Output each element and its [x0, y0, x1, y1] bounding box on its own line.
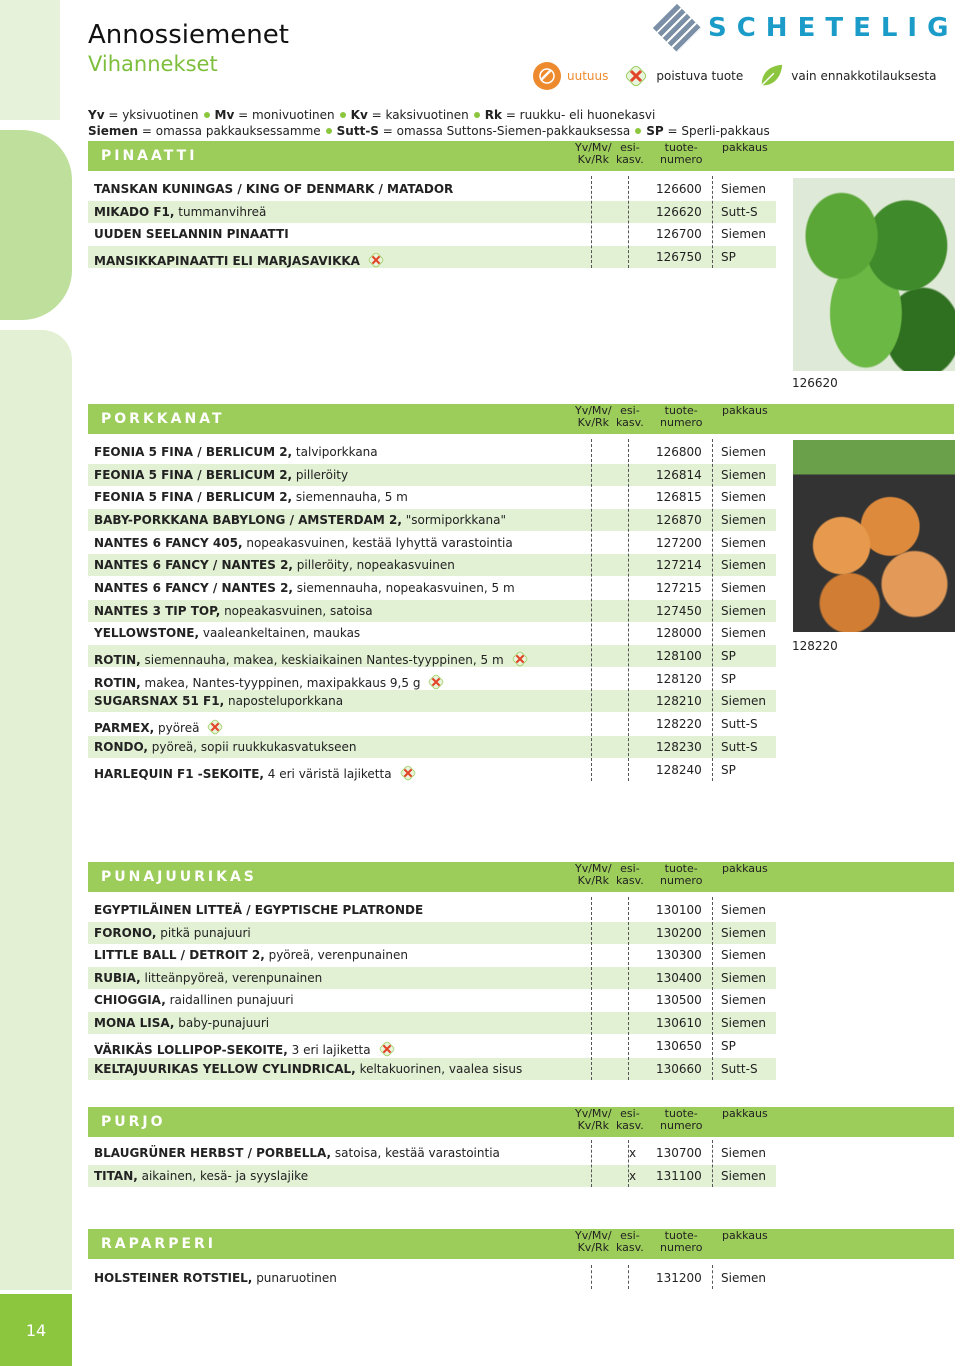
- col-product-number: tuote- numero: [660, 141, 703, 166]
- abbr-value: = kaksivuotinen: [367, 108, 469, 122]
- product-description: [94, 250, 386, 273]
- product-name: TITAN,: [94, 1169, 138, 1183]
- column-divider: [628, 1140, 629, 1187]
- product-name: NANTES 6 FANCY 405,: [94, 536, 243, 550]
- col-product-number: tuote- numero: [660, 862, 703, 887]
- product-name: BABY-PORKKANA BABYLONG / AMSTERDAM 2,: [94, 513, 402, 527]
- product-row: [88, 201, 776, 223]
- abbr-value: = Sperli-pakkaus: [663, 124, 770, 138]
- carrot-caption: 128220: [792, 639, 838, 653]
- product-details: naposteluporkkana: [224, 694, 344, 708]
- product-details: pyöreä, verenpunainen: [264, 948, 408, 962]
- package-type: Siemen: [721, 1146, 767, 1160]
- product-details: siemennauha, makea, keskiaikainen Nantes-tyyppinen, 5 m: [140, 653, 504, 667]
- page-title: Annossiemenet: [88, 20, 289, 50]
- abbr-value: = omassa pakkauksessamme: [138, 124, 321, 138]
- product-details: siemennauha, nopeakasvuinen, 5 m: [292, 581, 515, 595]
- precultivate-mark: x: [629, 1169, 637, 1183]
- abbr-key: Rk: [484, 108, 502, 122]
- bullet-dot: [474, 112, 480, 118]
- package-type: Siemen: [721, 468, 767, 482]
- package-type: Siemen: [721, 182, 767, 196]
- abbr-value: = monivuotinen: [234, 108, 335, 122]
- product-name: BLAUGRÜNER HERBST / PORBELLA,: [94, 1146, 332, 1160]
- brand-name: SCHETELIG: [708, 13, 959, 43]
- product-name: NANTES 6 FANCY / NANTES 2,: [94, 581, 293, 595]
- column-divider: [628, 176, 629, 268]
- decorative-bar: [0, 330, 72, 1290]
- package-type: Siemen: [721, 993, 767, 1007]
- product-description: [94, 513, 506, 527]
- section-title: PUNAJUURIKAS: [101, 869, 257, 885]
- product-row: [88, 736, 776, 758]
- section-title: PINAATTI: [101, 148, 198, 164]
- product-name: CHIOGGIA,: [94, 993, 166, 1007]
- removed-icon: [622, 62, 650, 90]
- product-description: [94, 1271, 337, 1285]
- product-details: pilleröity, nopeakasvuinen: [292, 558, 455, 572]
- product-row: [88, 246, 776, 268]
- product-number: 126700: [656, 227, 702, 241]
- discontinued-icon: [366, 250, 386, 273]
- section-header-purjo: [88, 1107, 954, 1137]
- abbr-value: = omassa Suttons-Siemen-pakkauksessa: [378, 124, 631, 138]
- product-number: 127200: [656, 536, 702, 550]
- column-divider: [712, 176, 713, 268]
- col-package: pakkaus: [722, 141, 768, 154]
- column-divider: [712, 1140, 713, 1187]
- product-description: [94, 445, 378, 459]
- product-details: keltakuorinen, vaalea sisus: [355, 1062, 523, 1076]
- column-divider: [628, 439, 629, 781]
- column-divider: [712, 1265, 713, 1289]
- product-description: [94, 1146, 500, 1160]
- decorative-bar: [0, 0, 60, 120]
- product-details: satoisa, kestää varastointia: [331, 1146, 500, 1160]
- product-details: nopeakasvuinen, kestää lyhyttä varastointia: [242, 536, 513, 550]
- product-name: ROTIN,: [94, 653, 141, 667]
- product-row: [88, 577, 776, 599]
- legend-removed-label: poistuva tuote: [656, 69, 744, 83]
- product-number: 127450: [656, 604, 702, 618]
- section-header-pinaatti: [88, 141, 954, 171]
- product-details: aikainen, kesä- ja syyslajike: [137, 1169, 309, 1183]
- product-name: PARMEX,: [94, 721, 155, 735]
- product-description: [94, 1169, 308, 1183]
- product-name: NANTES 6 FANCY / NANTES 2,: [94, 558, 293, 572]
- product-description: [94, 558, 455, 572]
- column-divider: [591, 897, 592, 1080]
- col-lifecycle: Yv/Mv/ Kv/Rk: [575, 404, 612, 429]
- page-subtitle: Vihannekset: [88, 52, 218, 76]
- product-row: [88, 1165, 776, 1187]
- col-precultivate: esi- kasv.: [616, 1107, 644, 1132]
- product-number: 131200: [656, 1271, 702, 1285]
- product-name: YELLOWSTONE,: [94, 626, 200, 640]
- product-name: HOLSTEINER ROTSTIEL,: [94, 1271, 253, 1285]
- product-number: 128240: [656, 763, 702, 777]
- col-lifecycle: Yv/Mv/ Kv/Rk: [575, 141, 612, 166]
- legend-removed: [622, 62, 743, 90]
- product-number: 128100: [656, 649, 702, 663]
- product-number: 126620: [656, 205, 702, 219]
- bullet-dot: [326, 128, 332, 134]
- package-type: Siemen: [721, 1271, 767, 1285]
- product-row: [88, 509, 776, 531]
- col-package: pakkaus: [722, 1229, 768, 1242]
- product-row: [88, 464, 776, 486]
- product-number: 126870: [656, 513, 702, 527]
- product-name: MONA LISA,: [94, 1016, 175, 1030]
- product-description: [94, 694, 343, 708]
- brand-logo: [660, 8, 958, 48]
- product-description: [94, 227, 289, 241]
- leaf-icon: [757, 62, 785, 90]
- product-number: 126815: [656, 490, 702, 504]
- product-row: [88, 645, 776, 667]
- product-details: makea, Nantes-tyyppinen, maxipakkaus 9,5 g: [140, 676, 421, 690]
- product-description: [94, 926, 251, 940]
- product-description: [94, 1016, 269, 1030]
- abbr-value: = yksivuotinen: [104, 108, 199, 122]
- discontinued-icon: [398, 763, 418, 786]
- abbr-key: Siemen: [88, 124, 139, 138]
- spinach-photo: [793, 178, 955, 371]
- product-row: [88, 178, 776, 200]
- package-type: SP: [721, 649, 736, 663]
- bullet-dot: [635, 128, 641, 134]
- package-type: Siemen: [721, 558, 767, 572]
- product-number: 130300: [656, 948, 702, 962]
- product-details: pyöreä, sopii ruukkukasvatukseen: [147, 740, 357, 754]
- product-number: 130100: [656, 903, 702, 917]
- legend-preorder-label: vain ennakkotilauksesta: [791, 69, 937, 83]
- section-title: PURJO: [101, 1114, 166, 1130]
- abbreviations-line-1: [88, 108, 655, 122]
- logo-diamond-icon: [653, 4, 701, 52]
- product-number: 126600: [656, 182, 702, 196]
- col-precultivate: esi- kasv.: [616, 141, 644, 166]
- col-product-number: tuote- numero: [660, 404, 703, 429]
- section-header-punajuurikas: [88, 862, 954, 892]
- product-name: ROTIN,: [94, 676, 141, 690]
- column-divider: [591, 439, 592, 781]
- section-header-porkkanat: [88, 404, 954, 434]
- spinach-caption: 126620: [792, 376, 838, 390]
- product-name: VÄRIKÄS LOLLIPOP-SEKOITE,: [94, 1043, 288, 1057]
- product-description: [94, 581, 515, 595]
- column-divider: [591, 1140, 592, 1187]
- package-type: SP: [721, 672, 736, 686]
- product-name: RONDO,: [94, 740, 148, 754]
- col-precultivate: esi- kasv.: [616, 862, 644, 887]
- package-type: Siemen: [721, 926, 767, 940]
- product-details: baby-punajuuri: [174, 1016, 270, 1030]
- col-product-number: tuote- numero: [660, 1229, 703, 1254]
- column-divider: [712, 439, 713, 781]
- package-type: Sutt-S: [721, 740, 758, 754]
- column-divider: [591, 176, 592, 268]
- package-type: Sutt-S: [721, 1062, 758, 1076]
- package-type: Siemen: [721, 626, 767, 640]
- package-type: Siemen: [721, 581, 767, 595]
- column-divider: [628, 1265, 629, 1289]
- abbr-value: = ruukku- eli huonekasvi: [502, 108, 656, 122]
- product-description: [94, 536, 513, 550]
- product-description: [94, 1062, 522, 1076]
- product-description: [94, 182, 453, 196]
- product-description: [94, 205, 266, 219]
- product-description: [94, 626, 360, 640]
- product-row: [88, 899, 776, 921]
- product-row: [88, 922, 776, 944]
- package-type: Siemen: [721, 490, 767, 504]
- product-name: LITTLE BALL / DETROIT 2,: [94, 948, 265, 962]
- product-row: [88, 759, 776, 781]
- product-number: 130400: [656, 971, 702, 985]
- product-row: [88, 944, 776, 966]
- col-product-number: tuote- numero: [660, 1107, 703, 1132]
- precultivate-mark: x: [629, 1146, 637, 1160]
- product-number: 130660: [656, 1062, 702, 1076]
- product-number: 128000: [656, 626, 702, 640]
- product-number: 126800: [656, 445, 702, 459]
- abbr-key: Kv: [350, 108, 368, 122]
- product-number: 130700: [656, 1146, 702, 1160]
- product-details: punaruotinen: [252, 1271, 337, 1285]
- product-number: 128230: [656, 740, 702, 754]
- product-row: [88, 1035, 776, 1057]
- product-row: [88, 668, 776, 690]
- package-type: Siemen: [721, 1169, 767, 1183]
- product-details: raidallinen punajuuri: [165, 993, 294, 1007]
- product-row: [88, 223, 776, 245]
- col-package: pakkaus: [722, 404, 768, 417]
- product-details: pitkä punajuuri: [156, 926, 251, 940]
- column-divider: [712, 897, 713, 1080]
- package-type: Siemen: [721, 948, 767, 962]
- package-type: Siemen: [721, 227, 767, 241]
- product-row: [88, 1142, 776, 1164]
- product-row: [88, 1012, 776, 1034]
- abbr-key: Sutt-S: [336, 124, 379, 138]
- product-name: KELTAJUURIKAS YELLOW CYLINDRICAL,: [94, 1062, 356, 1076]
- section-header-raparperi: [88, 1229, 954, 1259]
- product-details: nopeakasvuinen, satoisa: [220, 604, 373, 618]
- product-row: [88, 1058, 776, 1080]
- page-number: 14: [0, 1294, 72, 1366]
- package-type: SP: [721, 1039, 736, 1053]
- product-name: FEONIA 5 FINA / BERLICUM 2,: [94, 445, 293, 459]
- product-row: [88, 713, 776, 735]
- product-description: [94, 490, 408, 504]
- new-icon: [533, 62, 561, 90]
- product-row: [88, 441, 776, 463]
- abbr-key: SP: [646, 124, 664, 138]
- product-number: 131100: [656, 1169, 702, 1183]
- column-divider: [628, 897, 629, 1080]
- package-type: Siemen: [721, 694, 767, 708]
- product-details: vaaleankeltainen, maukas: [199, 626, 361, 640]
- package-type: Siemen: [721, 971, 767, 985]
- legend-new: [533, 62, 608, 90]
- product-row: [88, 600, 776, 622]
- product-number: 128210: [656, 694, 702, 708]
- product-name: FEONIA 5 FINA / BERLICUM 2,: [94, 490, 293, 504]
- abbr-key: Mv: [214, 108, 235, 122]
- package-type: Siemen: [721, 445, 767, 459]
- product-number: 128120: [656, 672, 702, 686]
- product-details: pilleröity: [292, 468, 349, 482]
- product-number: 126750: [656, 250, 702, 264]
- package-type: Siemen: [721, 903, 767, 917]
- package-type: SP: [721, 763, 736, 777]
- col-lifecycle: Yv/Mv/ Kv/Rk: [575, 862, 612, 887]
- product-details: tummanvihreä: [174, 205, 267, 219]
- product-name: TANSKAN KUNINGAS / KING OF DENMARK / MATADOR: [94, 182, 454, 196]
- col-lifecycle: Yv/Mv/ Kv/Rk: [575, 1107, 612, 1132]
- package-type: Siemen: [721, 513, 767, 527]
- abbr-key: Yv: [88, 108, 105, 122]
- product-name: EGYPTILÄINEN LITTEÄ / EGYPTISCHE PLATRONDE: [94, 903, 424, 917]
- section-title: PORKKANAT: [101, 411, 225, 427]
- package-type: Sutt-S: [721, 205, 758, 219]
- product-number: 127215: [656, 581, 702, 595]
- product-details: litteänpyöreä, verenpunainen: [140, 971, 323, 985]
- product-row: [88, 554, 776, 576]
- product-row: [88, 989, 776, 1011]
- package-type: Siemen: [721, 1016, 767, 1030]
- product-name: MANSIKKAPINAATTI ELI MARJASAVIKKA: [94, 254, 360, 268]
- product-name: SUGARSNAX 51 F1,: [94, 694, 225, 708]
- col-precultivate: esi- kasv.: [616, 1229, 644, 1254]
- product-name: MIKADO F1,: [94, 205, 175, 219]
- col-package: pakkaus: [722, 862, 768, 875]
- product-name: NANTES 3 TIP TOP,: [94, 604, 221, 618]
- product-number: 127214: [656, 558, 702, 572]
- product-description: [94, 468, 348, 482]
- product-description: [94, 740, 357, 754]
- product-details: 3 eri lajiketta: [287, 1043, 371, 1057]
- col-lifecycle: Yv/Mv/ Kv/Rk: [575, 1229, 612, 1254]
- product-details: 4 eri väristä lajiketta: [263, 767, 392, 781]
- package-type: Siemen: [721, 536, 767, 550]
- legend-new-label: uutuus: [567, 69, 609, 83]
- product-row: [88, 532, 776, 554]
- decorative-bar: [0, 130, 72, 320]
- product-number: 130200: [656, 926, 702, 940]
- product-row: [88, 967, 776, 989]
- product-number: 128220: [656, 717, 702, 731]
- product-row: [88, 690, 776, 712]
- product-number: 126814: [656, 468, 702, 482]
- package-type: SP: [721, 250, 736, 264]
- product-name: UUDEN SEELANNIN PINAATTI: [94, 227, 289, 241]
- product-description: [94, 993, 294, 1007]
- product-description: [94, 763, 418, 786]
- product-name: RUBIA,: [94, 971, 141, 985]
- bullet-dot: [204, 112, 210, 118]
- product-description: [94, 903, 423, 917]
- carrot-photo: [793, 440, 955, 632]
- product-row: [88, 1267, 776, 1289]
- col-precultivate: esi- kasv.: [616, 404, 644, 429]
- package-type: Siemen: [721, 604, 767, 618]
- legend-preorder: [757, 62, 936, 90]
- package-type: Sutt-S: [721, 717, 758, 731]
- product-details: talviporkkana: [292, 445, 378, 459]
- product-number: 130500: [656, 993, 702, 1007]
- product-description: [94, 948, 408, 962]
- product-name: FEONIA 5 FINA / BERLICUM 2,: [94, 468, 293, 482]
- col-package: pakkaus: [722, 1107, 768, 1120]
- product-number: 130610: [656, 1016, 702, 1030]
- product-name: FORONO,: [94, 926, 157, 940]
- product-row: [88, 486, 776, 508]
- abbreviations-line-2: [88, 124, 770, 138]
- legend: [533, 62, 950, 90]
- product-number: 130650: [656, 1039, 702, 1053]
- product-description: [94, 971, 322, 985]
- product-name: HARLEQUIN F1 -SEKOITE,: [94, 767, 264, 781]
- product-details: pyöreä: [154, 721, 200, 735]
- product-details: "sormiporkkana": [401, 513, 506, 527]
- column-divider: [591, 1265, 592, 1289]
- product-description: [94, 604, 373, 618]
- bullet-dot: [340, 112, 346, 118]
- product-details: siemennauha, 5 m: [292, 490, 408, 504]
- section-title: RAPARPERI: [101, 1236, 217, 1252]
- product-row: [88, 622, 776, 644]
